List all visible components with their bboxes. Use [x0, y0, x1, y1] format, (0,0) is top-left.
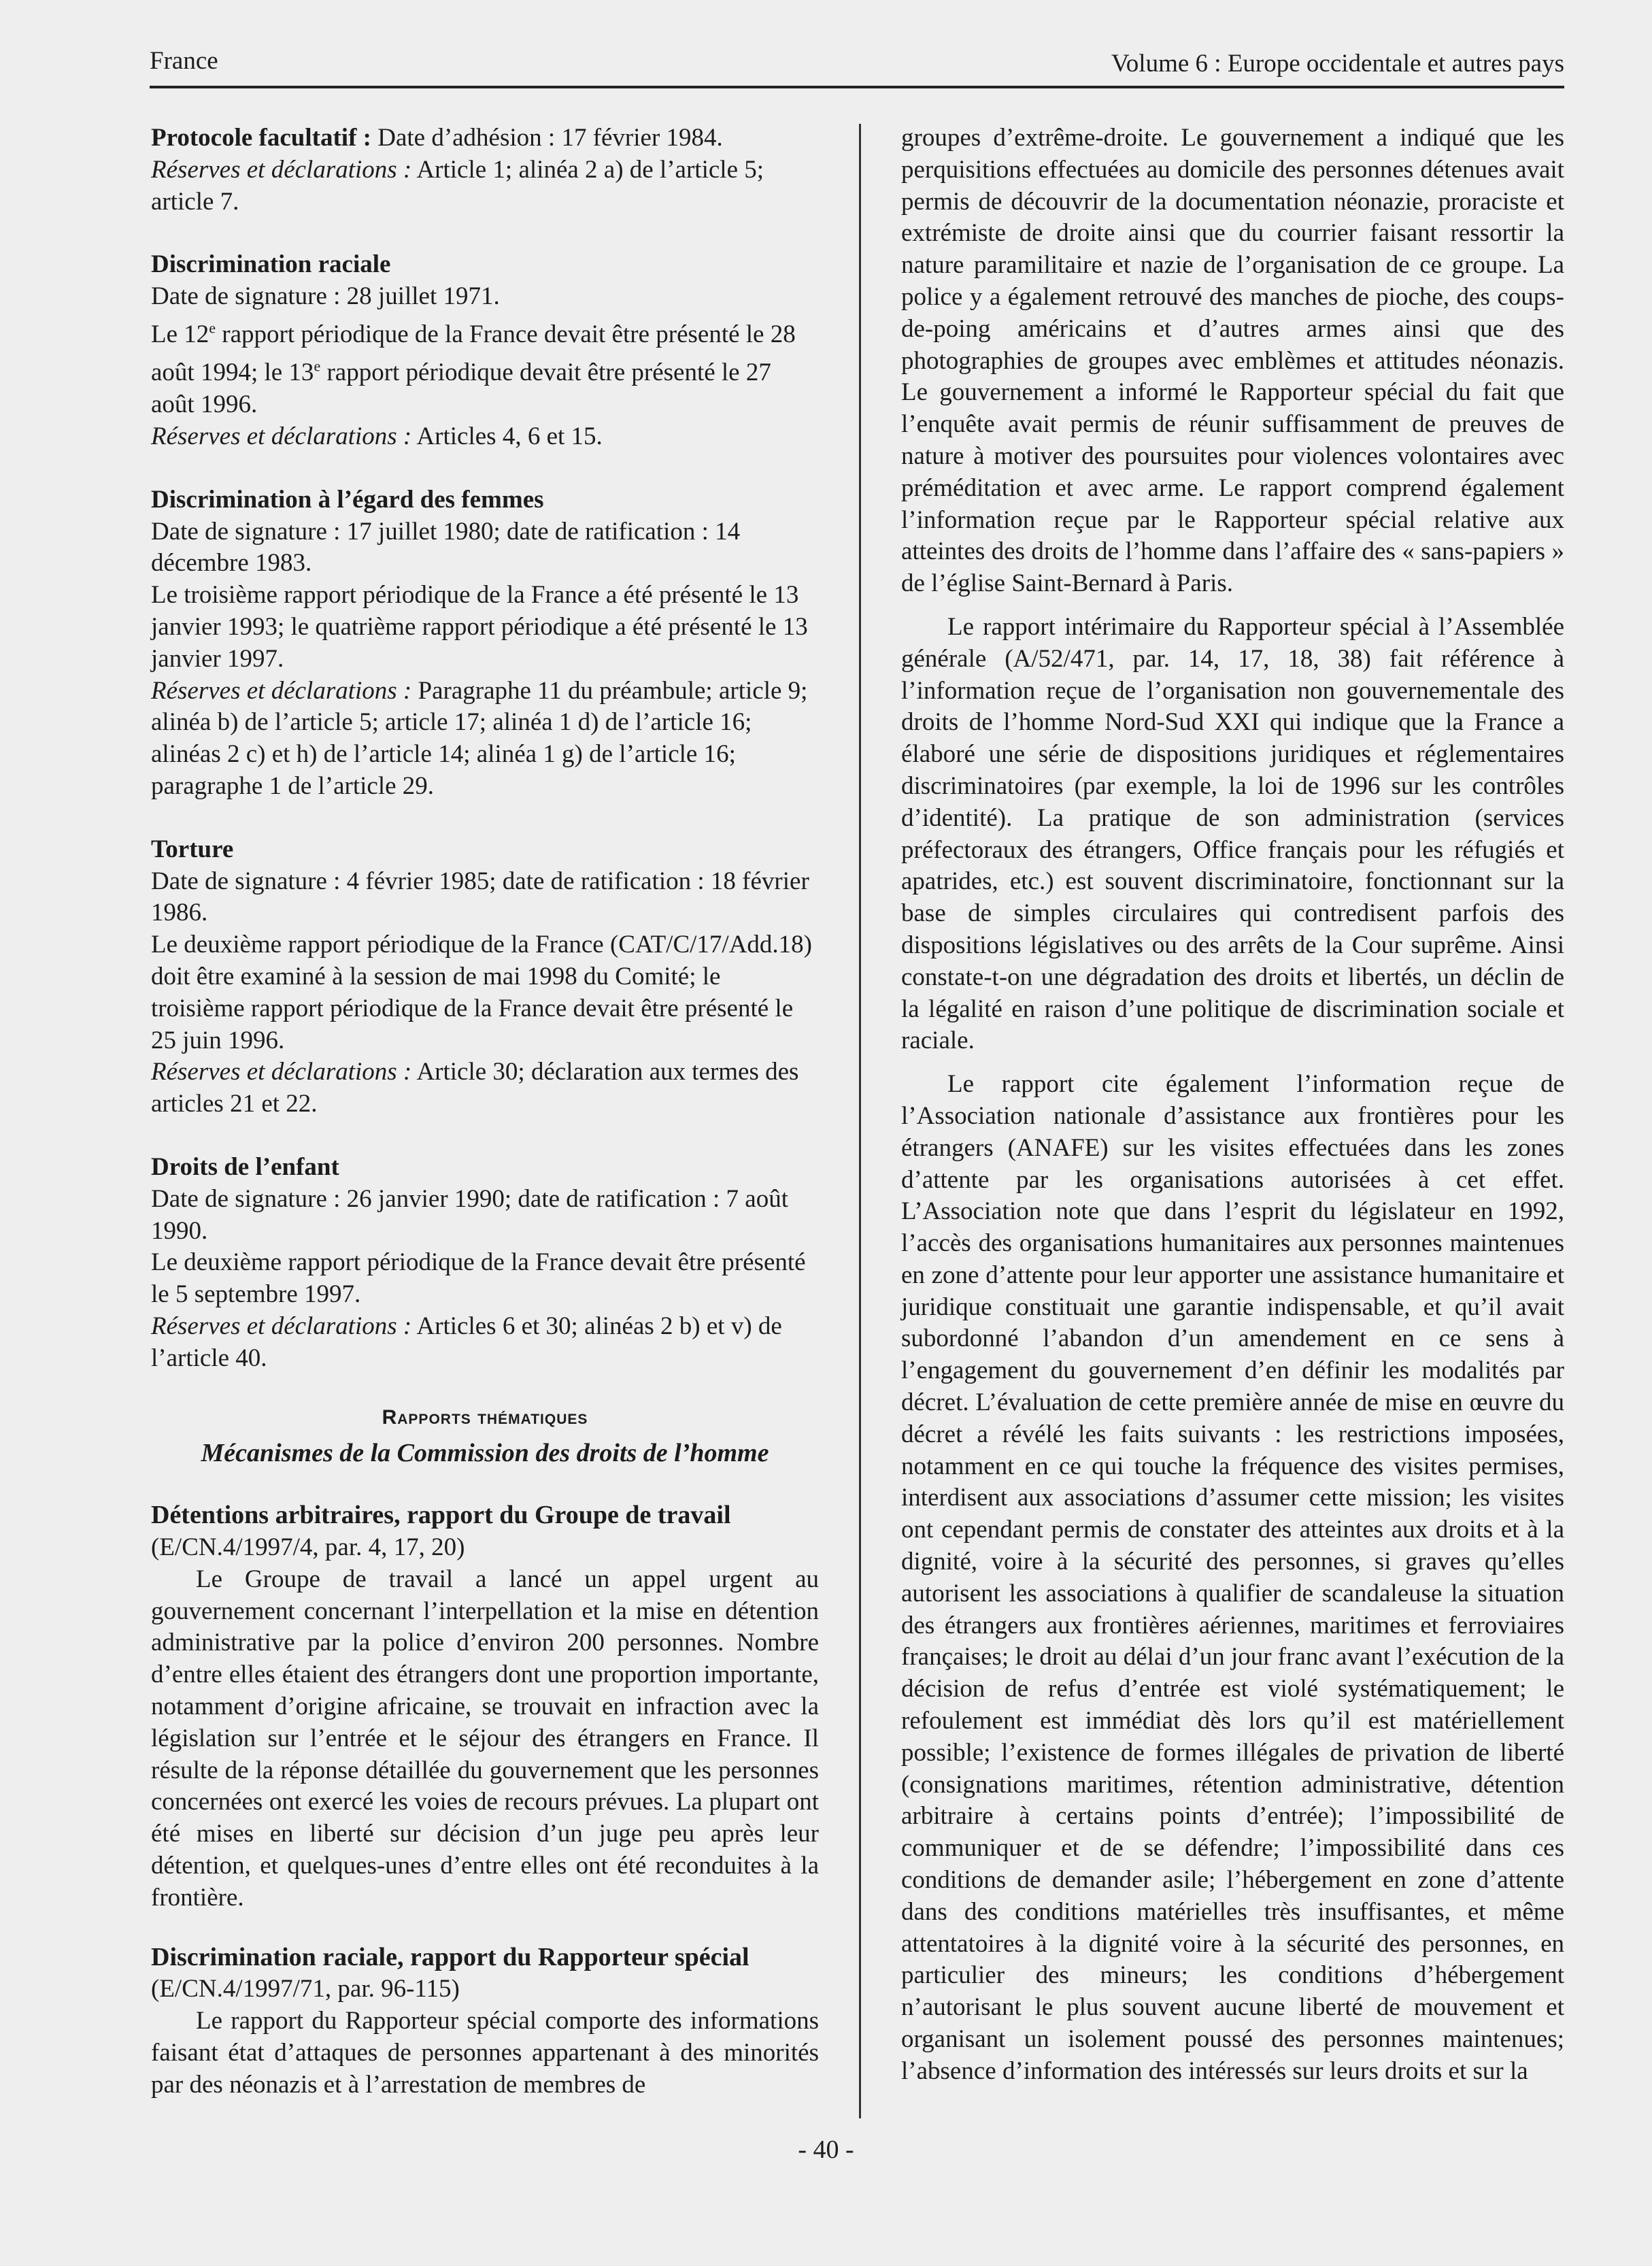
torture-signature: Date de signature : 4 février 1985; date de ratification : 18 février 1986. — [151, 867, 809, 927]
discrimination-raciale-rapport: Le 12e rapport périodique de la France devait être présenté le 28 août 1994; le 13e rapport périodique devait être présenté le 27 août 1996. — [151, 319, 796, 419]
enfant-title: Droits de l’enfant — [151, 1152, 339, 1181]
enfant-signature: Date de signature : 26 janvier 1990; date de ratification : 7 août 1990. — [151, 1184, 789, 1245]
discrimination-raciale-reserves-text: Articles 4, 6 et 15. — [411, 422, 603, 451]
detentions-block — [151, 1499, 819, 1914]
torture-reserves-text: Article 30; déclaration aux termes des articles 21 et 22. — [151, 1058, 799, 1118]
right-paragraph-2: Le rapport intérimaire du Rapporteur spécial à l’Assemblée générale (A/52/471, par. 14, 17, 18, 38) fait référence à l’information reçue de l’organisation non gouvernementale des droits de l’homme Nord-Sud XXI qui indique que la France a élaboré une série de dispositions juridiques et réglementaires discriminatoires (par exemple, la loi de 1996 sur les contrôles d’identité). La pratique de son administration (services préfectoraux des étrangers, Office français pour les réfugiés et apatrides, etc.) est souvent discriminatoire, fonctionnant sur la base de simples circulaires qui contredisent parfois des dispositions législatives ou des arrêts de la Cour suprême. Ainsi constate-t-on une dégradation des droits et libertés, un déclin de la légalité en raison d’une politique de discrimination sociale et raciale. — [901, 612, 1564, 1055]
protocole-title: Protocole facultatif : — [151, 124, 371, 152]
enfant-block — [151, 1152, 819, 1375]
header-volume: Volume 6 : Europe occidentale et autres pays — [1111, 50, 1564, 78]
rapporteur-ref: (E/CN.4/1997/71, par. 96-115) — [151, 1975, 460, 2003]
page-number: - 40 - — [798, 2135, 854, 2164]
page-header — [150, 42, 1564, 88]
femmes-signature: Date de signature : 17 juillet 1980; date de ratification : 14 décembre 1983. — [151, 517, 741, 578]
rapporteur-text: Le rapport du Rapporteur spécial comporte des informations faisant état d’attaques de personnes appartenant à des minorités par des néonazis et à l’arrestation de membres de — [151, 2007, 819, 2099]
detentions-text: Le Groupe de travail a lancé un appel urgent au gouvernement concernant l’interpellation et la mise en détention administrative par la police d’environ 200 personnes. Nombre d’entre elles étaient des étrangers dont une proportion importante, notamment d’origine africaine, se trouvait en infraction avec la législation sur l’entrée et le séjour des étrangers en France. Il résulte de la réponse détaillée du gouvernement que les personnes concernées ont exercé les voies de recours prévues. La plupart ont été mises en liberté sur décision d’un juge peu après leur détention, et quelques-unes d’entre elles ont été reconduites à la frontière. — [151, 1565, 819, 1912]
protocole-block — [151, 122, 819, 218]
header-country: France — [150, 47, 218, 75]
rapporteur-title: Discrimination raciale, rapport du Rapporteur spécial — [151, 1942, 749, 1971]
discrimination-raciale-reserves-label: Réserves et déclarations : — [151, 422, 412, 451]
protocole-reserves-text: Article 1; alinéa 2 a) de l’article 5; article 7. — [151, 155, 764, 216]
femmes-reserves-text: Paragraphe 11 du préambule; article 9; alinéa b) de l’article 5; article 17; alinéa 1 d) de l’article 16; alinéas 2 c) et h) de l’article 14; alinéa 1 g) de l’article 16; paragraphe 1 de l’article 29. — [151, 676, 808, 800]
enfant-reserves-label: Réserves et déclarations : — [151, 1312, 412, 1340]
enfant-reserves-text: Articles 6 et 30; alinéas 2 b) et v) de l’article 40. — [151, 1312, 782, 1372]
right-column — [901, 122, 1564, 2099]
protocole-reserves-label: Réserves et déclarations : — [151, 155, 412, 184]
discrimination-raciale-signature: Date de signature : 28 juillet 1971. — [151, 282, 500, 311]
rapporteur-block — [151, 1942, 819, 2101]
right-paragraph-3: Le rapport cite également l’information reçue de l’Association nationale d’assistance aux frontières pour les étrangers (ANAFE) sur les visites effectuées dans les zones d’attente par les organisations autorisées à cet effet. L’Association note que dans l’esprit du législateur en 1992, l’accès des organisations humanitaires aux personnes maintenues en zone d’attente pour leur apporter une assistance humanitaire et juridique constituait une garantie indispensable, et qu’il avait subordonné l’abandon d’un amendement en ce sens à l’engagement du gouvernement d’en définir les modalités par décret. L’évaluation de cette première année de mise en œuvre du décret a révélé les faits suivants : les restrictions imposées, notamment en ce qui touche la fréquence des visites permises, interdisent aux associations d’assumer cette mission; les visites ont cependant permis de constater des atteintes aux droits et à la dignité, voire à la sécurité des personnes, si graves qu’elles autorisent les associations à qualifier de scandaleuse la situation des étrangers aux frontières aériennes, maritimes et ferroviaires françaises; le droit au délai d’un jour franc avant l’exécution de la décision de refus d’entrée est violé systématiquement; le refoulement est immédiat dès lors qu’il est matériellement possible; l’existence de formes illégales de privation de liberté (consignations maritimes, rétention administrative, détention arbitraire à certains points d’entrée); l’impossibilité de communiquer et de se défendre; l’impossibilité dans ces conditions de demander asile; l’hébergement en zone d’attente dans des conditions matérielles très insuffisantes, et même attentatoires à la dignité voire à la sécurité des personnes, en particulier des mineurs; les conditions d’hébergement n’autorisant le plus souvent aucune liberté de mouvement et organisant un isolement poussé des personnes maintenues; l’absence d’information des intéressés sur leurs droits et sur la — [901, 1070, 1564, 2085]
torture-title: Torture — [151, 835, 234, 863]
detentions-ref: (E/CN.4/1997/4, par. 4, 17, 20) — [151, 1533, 465, 1561]
protocole-date: Date d’adhésion : 17 février 1984. — [371, 124, 723, 152]
left-column — [151, 122, 819, 2112]
enfant-rapport: Le deuxième rapport périodique de la France devait être présenté le 5 septembre 1997. — [151, 1248, 806, 1309]
right-paragraph-1: groupes d’extrême-droite. Le gouvernement a indiqué que les perquisitions effectuées au domicile des personnes détenues avait permis de découvrir de la documentation néonazie, proraciste et extrémiste de droite ainsi que du courrier faisant ressortir la nature paramilitaire et nazie de l’organisation de ce groupe. La police y a également retrouvé des manches de pioche, des coups-de-poing américains et d’autres armes ainsi que des photographies de groupes avec emblèmes et attitudes néonazis. Le gouvernement a informé le Rapporteur spécial du fait que l’enquête avait permis de réunir suffisamment de preuves de nature à motiver des poursuites pour violences volontaires avec préméditation et avec arme. Le rapport comprend également l’information reçue par le Rapporteur spécial relative aux atteintes des droits de l’homme dans l’affaire des « sans-papiers » de l’église Saint-Bernard à Paris. — [901, 124, 1564, 598]
section-title: Rapports thématiques — [382, 1405, 588, 1429]
detentions-title: Détentions arbitraires, rapport du Groupe de travail — [151, 1501, 731, 1530]
discrimination-raciale-block — [151, 249, 819, 452]
torture-rapport: Le deuxième rapport périodique de la France (CAT/C/17/Add.18) doit être examiné à la session de mai 1998 du Comité; le troisième rapport périodique de la France devait être présenté le 25 juin 1996. — [151, 931, 812, 1054]
femmes-block — [151, 484, 819, 803]
torture-reserves-label: Réserves et déclarations : — [151, 1058, 412, 1086]
section-subtitle: Mécanismes de la Commission des droits de l’homme — [201, 1439, 769, 1468]
femmes-rapport: Le troisième rapport périodique de la France a été présenté le 13 janvier 1993; le quatrième rapport périodique a été présenté le 13 janvier 1997. — [151, 581, 808, 673]
discrimination-raciale-title: Discrimination raciale — [151, 250, 391, 279]
torture-block — [151, 834, 819, 1120]
femmes-reserves-label: Réserves et déclarations : — [151, 676, 412, 705]
femmes-title: Discrimination à l’égard des femmes — [151, 485, 544, 514]
column-divider — [859, 124, 861, 2118]
